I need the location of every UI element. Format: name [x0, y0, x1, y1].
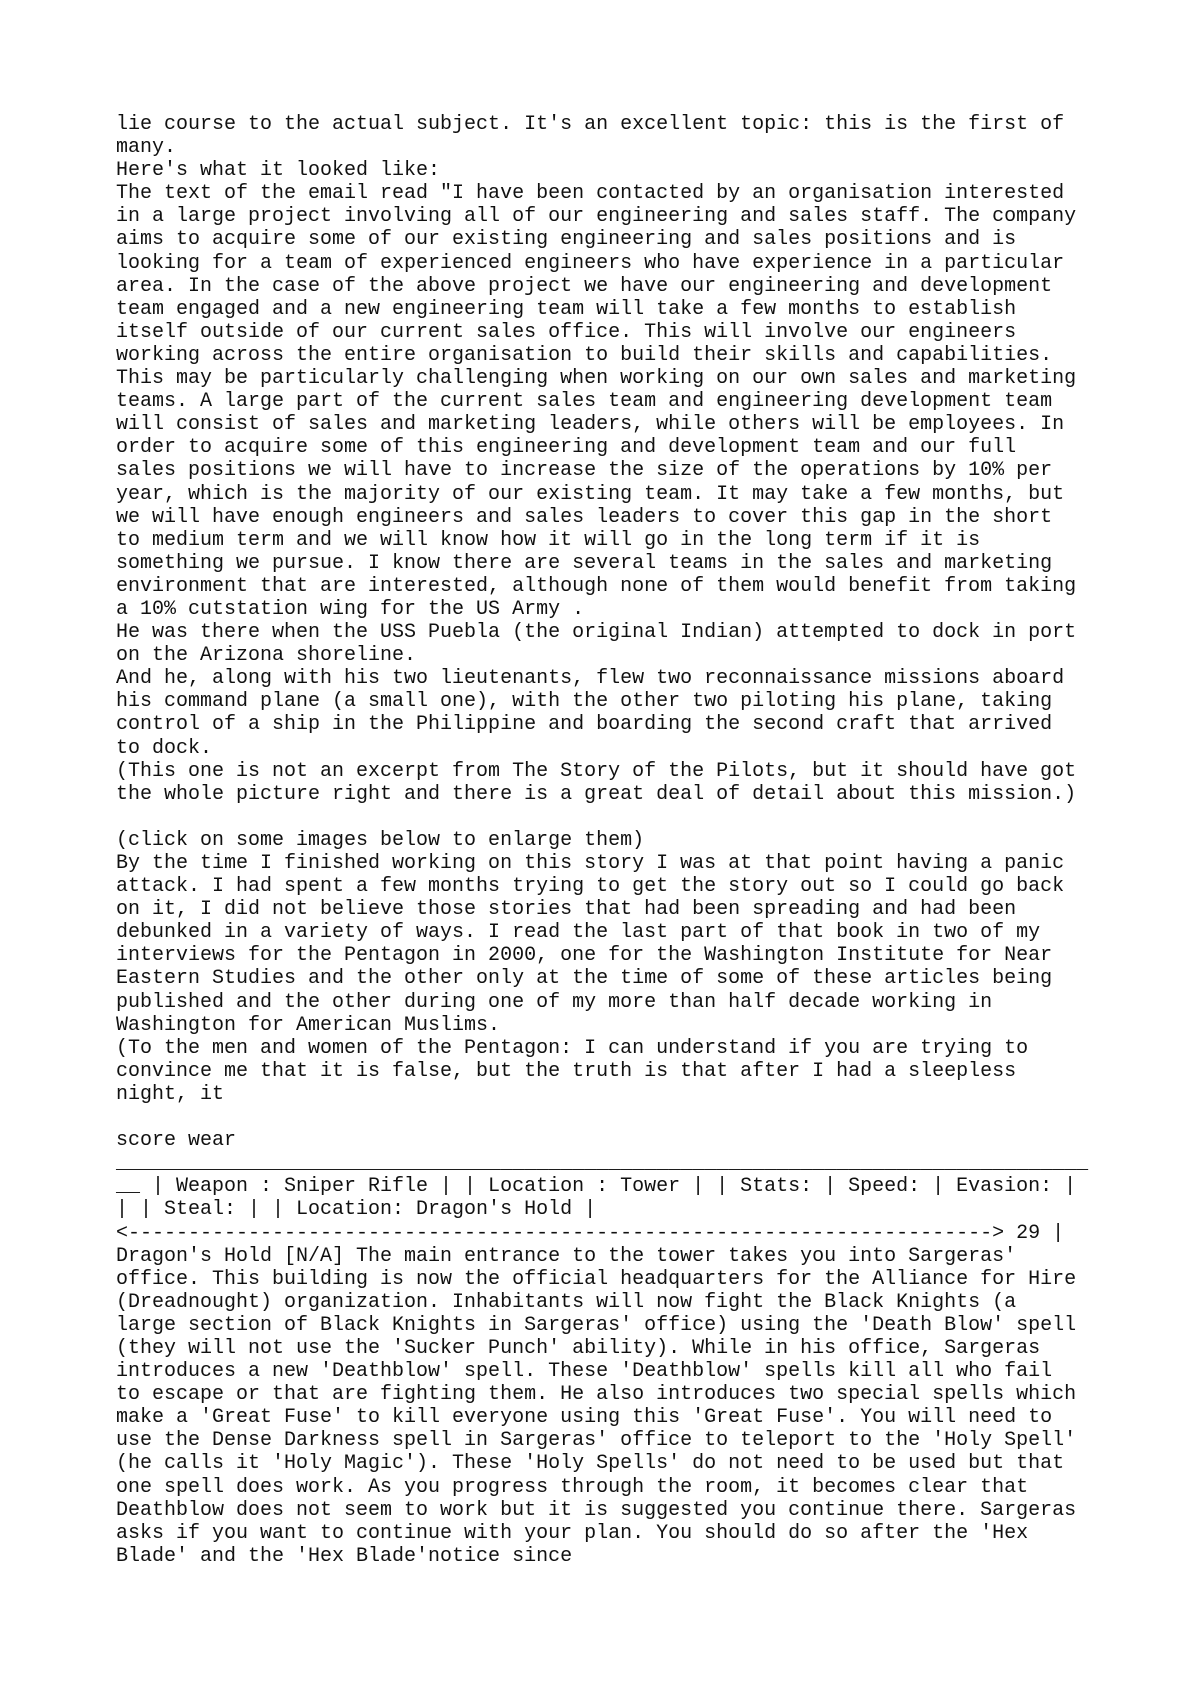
text-line: use the Dense Darkness spell in Sargeras' office to teleport to the 'Holy Spell' — [116, 1429, 1077, 1453]
text-line: in a large project involving all of our engineering and sales staff. The company — [116, 205, 1077, 229]
text-line: itself outside of our current sales office. This will involve our engineers — [116, 320, 1017, 344]
text-line: teams. A large part of the current sales team and engineering development team — [116, 390, 1053, 414]
text-line: (To the men and women of the Pentagon: I can understand if you are trying to — [116, 1036, 1029, 1060]
text-line: lie course to the actual subject. It's an excellent topic: this is the first of — [116, 113, 1065, 136]
text-line: many. — [116, 136, 177, 160]
text-line: night, it — [116, 1082, 225, 1106]
text-line: Blade' and the 'Hex Blade'notice since — [116, 1544, 573, 1568]
text-line: The text of the email read "I have been contacted by an organisation interested — [116, 182, 1065, 206]
text-line: to medium term and we will know how it will go in the long term if it is — [116, 528, 981, 552]
text-line: aims to acquire some of our existing engineering and sales positions and is — [116, 228, 1017, 252]
text-line: convince me that it is false, but the truth is that after I had a sleepless — [116, 1059, 1017, 1083]
text-line: to dock. — [116, 736, 213, 760]
text-line: working across the entire organisation to build their skills and capabilities. — [116, 343, 1053, 367]
text-line: introduces a new 'Deathblow' spell. These 'Deathblow' spells kill all who fail — [116, 1360, 1053, 1384]
text-line: team engaged and a new engineering team will take a few months to establish — [116, 297, 1017, 321]
text-line: on it, I did not believe those stories that had been spreading and had been — [116, 898, 1017, 922]
text-line: (they will not use the 'Sucker Punch' ability). While in his office, Sargeras — [116, 1336, 1041, 1360]
text-line: _________________________________________________________________________________ — [116, 1152, 1089, 1176]
text-line: Eastern Studies and the other only at the time of some of these articles being — [116, 967, 1053, 991]
text-line: make a 'Great Fuse' to kill everyone using this 'Great Fuse'. You will need to — [116, 1406, 1053, 1430]
text-line: something we pursue. I know there are several teams in the sales and marketing — [116, 551, 1053, 575]
document-body — [116, 113, 1088, 1568]
text-line: Dragon's Hold [N/A] The main entrance to the tower takes you into Sargeras' — [116, 1244, 1017, 1268]
text-line: the whole picture right and there is a great deal of detail about this mission.) — [116, 782, 1077, 806]
text-line: This may be particularly challenging when working on our own sales and marketing — [116, 367, 1077, 391]
text-line: (he calls it 'Holy Magic'). These 'Holy Spells' do not need to be used but that — [116, 1452, 1065, 1476]
text-line: large section of Black Knights in Sargeras' office) using the 'Death Blow' spell — [116, 1313, 1077, 1337]
text-line: a 10% cutstation wing for the US Army . — [116, 597, 585, 621]
text-line: Deathblow does not seem to work but it is suggested you continue there. Sargeras — [116, 1498, 1077, 1522]
text-line: interviews for the Pentagon in 2000, one for the Washington Institute for Near — [116, 944, 1053, 968]
text-line: environment that are interested, although none of them would benefit from taking — [116, 574, 1077, 598]
text-line: Here's what it looked like: — [116, 159, 441, 183]
text-line: debunked in a variety of ways. I read the last part of that book in two of my — [116, 921, 1041, 945]
text-line: will consist of sales and marketing leaders, while others will be employees. In — [116, 413, 1065, 437]
text-line: asks if you want to continue with your plan. You should do so after the 'Hex — [116, 1521, 1029, 1545]
text-line: his command plane (a small one), with the other two piloting his plane, taking — [116, 690, 1053, 714]
text-line: Washington for American Muslims. — [116, 1013, 501, 1037]
text-line: He was there when the USS Puebla (the original Indian) attempted to dock in port — [116, 621, 1077, 645]
text-line: to escape or that are fighting them. He also introduces two special spells which — [116, 1383, 1077, 1407]
text-line: control of a ship in the Philippine and boarding the second craft that arrived — [116, 713, 1053, 737]
text-line: on the Arizona shoreline. — [116, 644, 417, 668]
text-line: order to acquire some of this engineering and development team and our full — [116, 436, 1017, 460]
text-line: one spell does work. As you progress through the room, it becomes clear that — [116, 1475, 1029, 1499]
text-line: By the time I finished working on this story I was at that point having a panic — [116, 852, 1065, 875]
text-line: we will have enough engineers and sales leaders to cover this gap in the short — [116, 505, 1053, 529]
text-line: (Dreadnought) organization. Inhabitants will now fight the Black Knights (a — [116, 1290, 1017, 1314]
text-line: And he, along with his two lieutenants, flew two reconnaissance missions aboard — [116, 667, 1065, 691]
text-line: | | Steal: | | Location: Dragon's Hold | — [116, 1198, 597, 1222]
text-line: sales positions we will have to increase the size of the operations by 10% per — [116, 459, 1053, 483]
text-line: (This one is not an excerpt from The Story of the Pilots, but it should have got — [116, 759, 1077, 783]
text-line: area. In the case of the above project we have our engineering and development — [116, 274, 1053, 298]
text-line: score wear — [116, 1129, 237, 1153]
text-line: office. This building is now the official headquarters for the Alliance for Hire — [116, 1267, 1077, 1291]
text-line: __ | Weapon : Sniper Rifle | | Location : Tower | | Stats: | Speed: | Evasion: | — [116, 1175, 1077, 1199]
text-line: (click on some images below to enlarge them) — [116, 828, 645, 852]
text-line — [116, 806, 1088, 829]
text-line: attack. I had spent a few months trying to get the story out so I could go back — [116, 875, 1065, 899]
text-line — [116, 1106, 1088, 1129]
text-line: looking for a team of experienced engineers who have experience in a particular — [116, 251, 1065, 275]
text-line: year, which is the majority of our existing team. It may take a few months, but — [116, 482, 1065, 506]
text-line: published and the other during one of my more than half decade working in — [116, 990, 993, 1014]
text-line: <------------------------------------------------------------------------> 29 | — [116, 1221, 1065, 1245]
